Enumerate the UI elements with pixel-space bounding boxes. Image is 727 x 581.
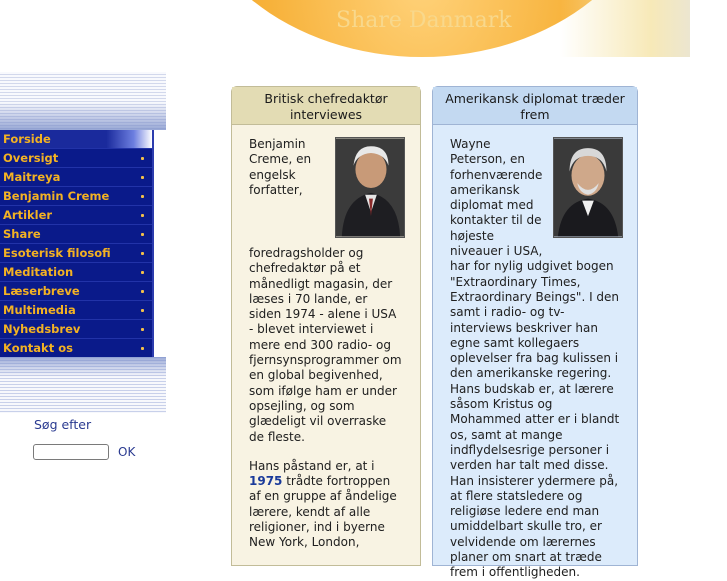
bullet-icon bbox=[141, 195, 144, 198]
nav-top-decoration bbox=[0, 72, 166, 130]
benjamin-creme-photo bbox=[335, 137, 405, 238]
bullet-icon bbox=[141, 347, 144, 350]
article-paragraph: trådte fortroppen af en gruppe af åndelige lærere, kendt af alle religioner, ind i byerne New York, London, bbox=[249, 474, 397, 550]
article-paragraph-intro: Benjamin Creme, en engelsk forfatter, bbox=[249, 137, 312, 197]
bullet-icon bbox=[141, 328, 144, 331]
search-input[interactable] bbox=[33, 444, 109, 460]
article-body bbox=[232, 125, 420, 551]
nav-item-label: Artikler bbox=[3, 208, 53, 222]
nav-item-forside[interactable] bbox=[0, 130, 152, 149]
site-title: Share Danmark bbox=[336, 8, 512, 33]
nav-item-multimedia[interactable] bbox=[0, 301, 152, 320]
article-title: Britisk chefredaktør interviewes bbox=[232, 87, 420, 125]
nav-item-benjamin-creme[interactable] bbox=[0, 187, 152, 206]
nav-item-meditation[interactable] bbox=[0, 263, 152, 282]
nav-item-label: Share bbox=[3, 227, 41, 241]
nav-item-label: Meditation bbox=[3, 265, 74, 279]
wayne-peterson-photo bbox=[553, 137, 623, 238]
bullet-icon bbox=[141, 309, 144, 312]
article-title: Amerikansk diplomat træder frem bbox=[433, 87, 637, 125]
bullet-icon bbox=[141, 252, 144, 255]
nav-item-label: Maitreya bbox=[3, 170, 61, 184]
header-decoration bbox=[560, 0, 690, 57]
bullet-icon bbox=[141, 233, 144, 236]
article-paragraph: Hans påstand er, at i bbox=[249, 458, 375, 473]
article-paragraph: foredragsholder og chefredaktør på et månedligt magasin, der læses i 70 lande, er siden 1974 - alene i USA - blevet interviewet i mere end 300 radio- og fjernsynsprogrammer om en global begivenhed, som ifølge ham er under opsejling, og som glædeligt vil overraske de fleste. bbox=[249, 246, 402, 444]
nav-item-label: Multimedia bbox=[3, 303, 76, 317]
main-navigation bbox=[0, 130, 154, 358]
nav-item-kontakt-os[interactable] bbox=[0, 339, 152, 358]
article-paragraph: Wayne Peterson, en forhenværende amerikansk diplomat med kontakter til de højeste niveauer i USA, har for nylig udgivet bogen "Extraordinary Times, Extraordinary Beings". I den samt i radio- og tv-interviews beskriver han egne samt kollegaers oplevelser fra bag kulissen i den amerikanske regering. Hans budskab er, at lærere såsom Kristus og Mohammed atter er i blandt os, samt at mange indflydelsesrige personer i verden har talt med disse. Han insisterer ydermere på, at flere statsledere og religiøse ledere end man umiddelbart skulle tro, er velvidende om lærernes planer om snart at træde frem i offentligheden. bbox=[450, 137, 620, 580]
nav-item-artikler[interactable] bbox=[0, 206, 152, 225]
search-label: Søg efter bbox=[34, 417, 92, 432]
bullet-icon bbox=[141, 214, 144, 217]
nav-item-label: Læserbreve bbox=[3, 284, 80, 298]
nav-item-laeserbreve[interactable] bbox=[0, 282, 152, 301]
nav-item-label: Nyhedsbrev bbox=[3, 322, 81, 336]
nav-item-label: Forside bbox=[3, 132, 51, 146]
header-banner bbox=[0, 0, 690, 57]
nav-item-nyhedsbrev[interactable] bbox=[0, 320, 152, 339]
article-column-creme bbox=[231, 86, 421, 566]
nav-item-label: Esoterisk filosofi bbox=[3, 246, 111, 260]
bullet-icon bbox=[141, 176, 144, 179]
year-highlight: 1975 bbox=[249, 474, 283, 489]
search-ok-button[interactable]: OK bbox=[118, 445, 136, 459]
bullet-icon bbox=[141, 271, 144, 274]
article-column-peterson bbox=[432, 86, 638, 580]
bullet-icon bbox=[141, 157, 144, 160]
bullet-icon bbox=[141, 290, 144, 293]
nav-item-oversigt[interactable] bbox=[0, 149, 152, 168]
nav-item-maitreya[interactable] bbox=[0, 168, 152, 187]
nav-item-esoterisk-filosofi[interactable] bbox=[0, 244, 152, 263]
nav-bottom-decoration bbox=[0, 357, 166, 413]
nav-item-share[interactable] bbox=[0, 225, 152, 244]
nav-item-label: Oversigt bbox=[3, 151, 59, 165]
nav-item-label: Benjamin Creme bbox=[3, 189, 110, 203]
article-body bbox=[433, 125, 637, 581]
nav-item-label: Kontakt os bbox=[3, 341, 73, 355]
